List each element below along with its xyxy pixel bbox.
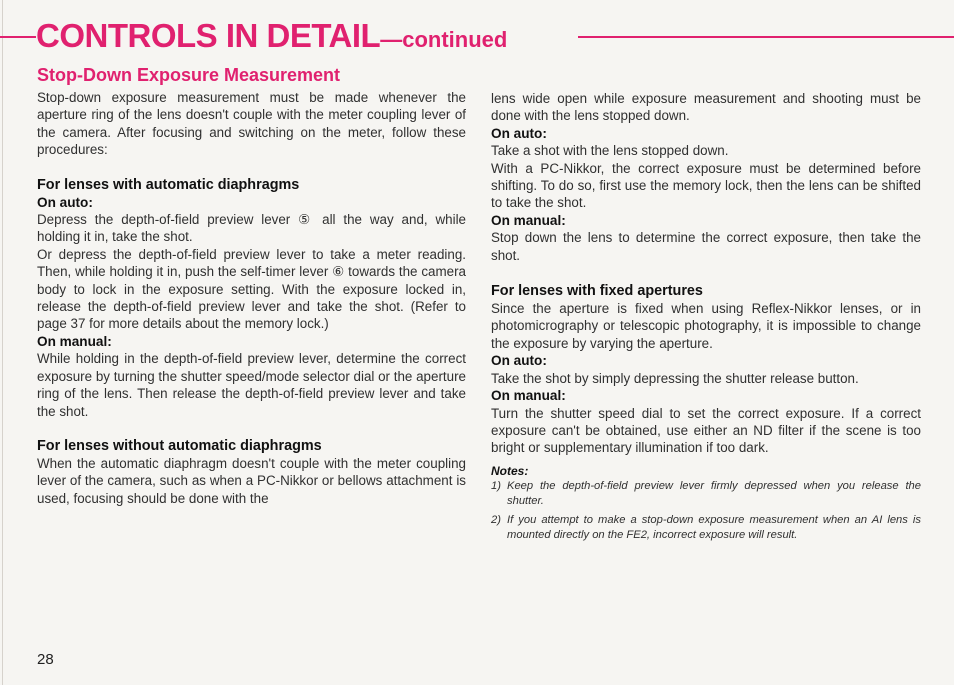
noauto-on-auto-text-2: With a PC-Nikkor, the correct exposure must be determined before shifting. To do so, first use the memory lock, then the lens can be shifted to take the shot. — [491, 160, 921, 211]
section-heading: Stop-Down Exposure Measurement — [37, 65, 341, 85]
left-column — [37, 89, 466, 507]
continued-text: lens wide open while exposure measurement and shooting must be done with the lens stopped down. — [491, 91, 921, 124]
page-title — [36, 16, 507, 60]
auto-diaphragm-heading: For lenses with automatic diaphragms — [37, 176, 300, 193]
fixed-on-auto-label: On auto: — [491, 353, 547, 369]
page-title-subtitle: continued — [402, 27, 508, 52]
fixed-on-manual-label: On manual: — [491, 388, 566, 404]
note-item — [491, 513, 921, 544]
fixed-on-auto-text: Take the shot by simply depressing the shutter release button. — [491, 370, 859, 386]
auto-on-auto-text-1: Depress the depth-of-field preview lever ⑤ all the way and, while holding it in, take the shot. — [37, 212, 466, 245]
noauto-on-auto-text-1: Take a shot with the lens stopped down. — [491, 143, 729, 159]
no-auto-diaphragm-heading: For lenses without automatic diaphragms — [37, 437, 322, 454]
auto-on-auto-label: On auto: — [37, 194, 93, 210]
note-number: 2) — [491, 513, 501, 526]
auto-on-manual-label: On manual: — [37, 333, 112, 349]
page-number: 28 — [37, 651, 54, 668]
noauto-on-manual-label: On manual: — [491, 212, 566, 228]
fixed-on-manual-text: Turn the shutter speed dial to set the correct exposure. If a correct exposure can't be obtained, use either an ND filter if the scene is too bright or supplementary illumination if too dark. — [491, 405, 921, 456]
notes-label: Notes: — [491, 463, 529, 478]
page-edge — [2, 0, 3, 685]
header-rule-left — [0, 36, 36, 38]
auto-on-manual-text: While holding in the depth-of-field preview lever, determine the correct exposure by turning the shutter speed/mode selector dial or the aperture ring of the lens. Then release the depth-of-field preview lever and take the shot. — [37, 351, 466, 419]
page-header — [0, 16, 954, 56]
note-item — [491, 479, 921, 510]
noauto-on-auto-label: On auto: — [491, 125, 547, 141]
note-number: 1) — [491, 479, 501, 492]
header-rule-right — [578, 36, 954, 38]
page-title-main: CONTROLS IN DETAIL — [36, 17, 381, 54]
no-auto-intro-text: When the automatic diaphragm doesn't couple with the meter coupling lever of the camera, such as when a PC-Nikkor or bellows attachment is used, focusing should be done with the — [37, 455, 466, 506]
fixed-aperture-heading: For lenses with fixed apertures — [491, 283, 703, 300]
note-text: Keep the depth-of-field preview lever firmly depressed when you release the shutter. — [507, 479, 921, 508]
fixed-intro-text: Since the aperture is fixed when using Reflex-Nikkor lenses, or in photomicrography or telescopic photography, it is impossible to change the exposure by varying the aperture. — [491, 301, 921, 351]
auto-on-auto-text-2: Or depress the depth-of-field preview lever to take a meter reading. Then, while holding it in, push the self-timer lever ⑥ towards the camera body to lock in the exposure setting. With the exposure locked in, release the depth-of-field preview lever and take the shot. (Refer to page 37 for more details about the memory lock.) — [37, 246, 466, 332]
right-column — [491, 90, 921, 543]
noauto-on-manual-text: Stop down the lens to determine the correct exposure, then take the shot. — [491, 230, 921, 263]
intro-paragraph: Stop-down exposure measurement must be made whenever the aperture ring of the lens doesn't couple with the meter coupling lever of the camera. After focusing and switching on the meter, follow these procedures: — [37, 90, 466, 158]
note-text: If you attempt to make a stop-down exposure measurement when an AI lens is mounted directly on the FE2, incorrect exposure will result. — [507, 513, 921, 541]
page-title-dash: — — [380, 27, 403, 52]
